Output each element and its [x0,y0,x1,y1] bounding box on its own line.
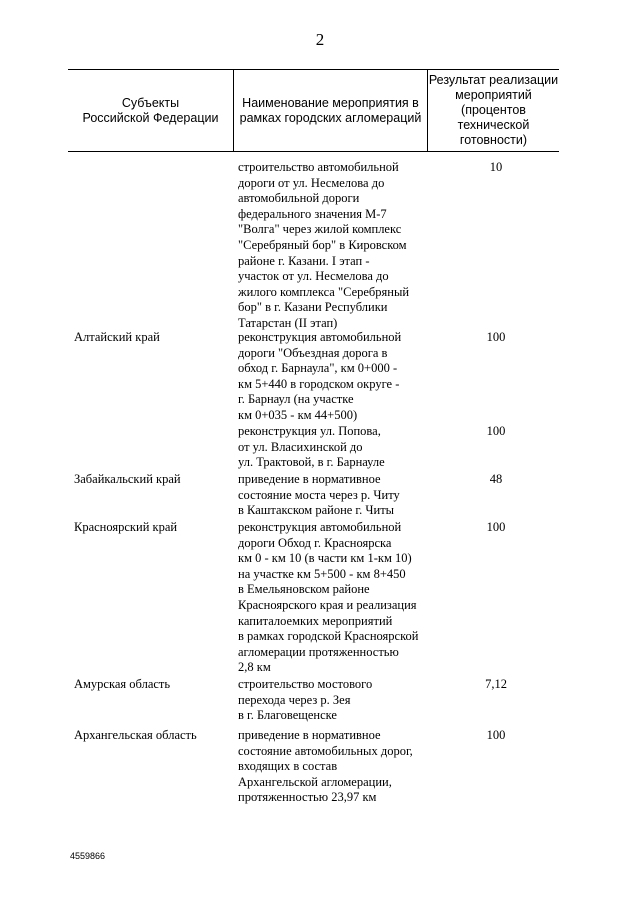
measure-cell: реконструкция ул. Попова, от ул. Власихинской до ул. Трактовой, в г. Барнауле [238,424,385,470]
subject-cell: Алтайский край [74,330,160,344]
subject-cell: Красноярский край [74,520,178,534]
result-cell: 7,12 [485,677,507,691]
result-cell: 100 [486,728,506,742]
result-cell: 100 [486,330,506,344]
result-cell: 100 [486,424,506,438]
document-number: 4559866 [70,851,106,861]
measure-cell: реконструкция автомобильной дороги Обход г. Красноярска км 0 - км 10 (в части км 1-км 10) на участке км 5+500 - км 8+450 в Емельяновском районе Красноярского края и реализация капиталоемких мероприятий в рамках городской Красноярской агломерации протяженностью 2,8 км [238,520,419,675]
page-number: 2 [315,30,325,49]
subject-cell: Амурская область [74,677,171,691]
result-cell: 10 [489,160,503,174]
measure-cell: реконструкция автомобильной дороги "Объездная дорога в обход г. Барнаула", км 0+000 - км 5+440 в городском округе - г. Барнаул (на участке км 0+035 - км 44+500) [238,330,402,422]
measure-cell: строительство мостового перехода через р. Зея в г. Благовещенске [238,677,373,723]
measure-cell: приведение в нормативное состояние моста через р. Читу в Каштакском районе г. Читы [238,472,400,518]
table-header-bottom-border [68,151,559,152]
subject-cell: Архангельская область [74,728,197,742]
header-subject: Субъекты Российской Федерации [82,95,219,125]
subject-cell: Забайкальский край [74,472,181,486]
measure-cell: приведение в нормативное состояние автомобильных дорог, входящих в состав Архангельской агломерации, протяженностью 23,97 км [238,728,413,805]
measure-cell: строительство автомобильной дороги от ул. Несмелова до автомобильной дороги федерального значения М-7 "Волга" через жилой комплекс "Серебряный бор" в Кировском районе г. Казани. I этап - участок от ул. Несмелова до жилого комплекса "Серебряный бор" в г. Казани Республики Татарстан (II этап) [238,160,410,330]
header-result: Результат реализации мероприятий (процентов технической готовности) [428,73,559,147]
result-cell: 48 [489,472,503,486]
header-measure: Наименование мероприятия в рамках городских агломераций [239,95,422,125]
result-cell: 100 [486,520,506,534]
